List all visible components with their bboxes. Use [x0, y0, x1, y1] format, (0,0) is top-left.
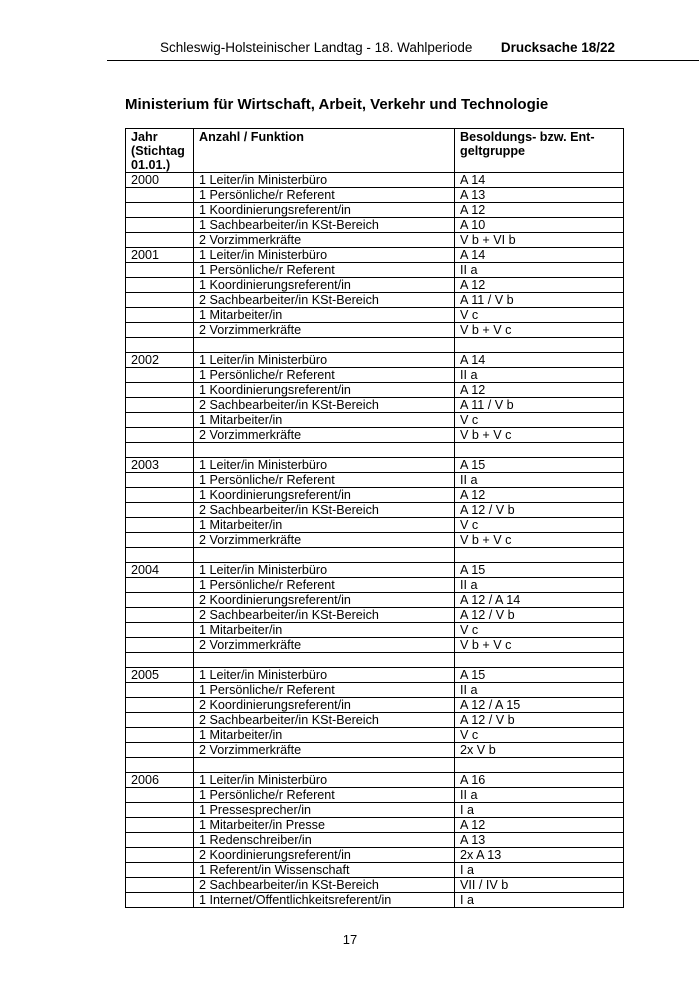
cell-function: 1 Sachbearbeiter/in KSt-Bereich [194, 218, 455, 233]
table-row [126, 308, 624, 323]
cell-year [126, 848, 194, 863]
cell-function: 2 Vorzimmerkräfte [194, 233, 455, 248]
table-row [126, 848, 624, 863]
table-row [126, 743, 624, 758]
cell-function: 2 Koordinierungsreferent/in [194, 848, 455, 863]
table-row [126, 398, 624, 413]
cell-pay-grade: A 12 [455, 203, 624, 218]
cell-function: 2 Sachbearbeiter/in KSt-Bereich [194, 293, 455, 308]
column-header-pay-grade: Besoldungs- bzw. Ent-geltgruppe [455, 129, 624, 173]
cell-year [126, 473, 194, 488]
table-row [126, 503, 624, 518]
cell-year [126, 368, 194, 383]
table-row [126, 368, 624, 383]
table-row [126, 518, 624, 533]
cell-function: 1 Mitarbeiter/in [194, 728, 455, 743]
cell-pay-grade: A 14 [455, 173, 624, 188]
cell-year: 2002 [126, 353, 194, 368]
cell-function: 1 Koordinierungsreferent/in [194, 203, 455, 218]
cell-year [126, 518, 194, 533]
table-row [126, 488, 624, 503]
cell-function: 2 Vorzimmerkräfte [194, 533, 455, 548]
cell-function: 1 Persönliche/r Referent [194, 263, 455, 278]
cell-pay-grade: V c [455, 308, 624, 323]
cell-function: 1 Mitarbeiter/in [194, 308, 455, 323]
cell-function: 2 Vorzimmerkräfte [194, 428, 455, 443]
cell-pay-grade: II a [455, 473, 624, 488]
cell-function: 1 Leiter/in Ministerbüro [194, 248, 455, 263]
cell-year [126, 683, 194, 698]
cell-year [126, 623, 194, 638]
cell-function: 1 Leiter/in Ministerbüro [194, 353, 455, 368]
cell-pay-grade [455, 653, 624, 668]
table-row [126, 803, 624, 818]
table-row [126, 698, 624, 713]
table-row [126, 863, 624, 878]
table-row [126, 728, 624, 743]
cell-year [126, 863, 194, 878]
cell-function: 1 Persönliche/r Referent [194, 473, 455, 488]
cell-function: 1 Leiter/in Ministerbüro [194, 563, 455, 578]
cell-function: 1 Pressesprecher/in [194, 803, 455, 818]
cell-year [126, 788, 194, 803]
cell-year [126, 878, 194, 893]
cell-pay-grade: A 12 / V b [455, 608, 624, 623]
cell-function: 1 Mitarbeiter/in Presse [194, 818, 455, 833]
staffing-table [125, 128, 624, 908]
table-row [126, 173, 624, 188]
cell-function: 1 Leiter/in Ministerbüro [194, 668, 455, 683]
cell-pay-grade: A 13 [455, 188, 624, 203]
table-body [126, 173, 624, 908]
cell-pay-grade: I a [455, 803, 624, 818]
table-row [126, 353, 624, 368]
cell-year [126, 293, 194, 308]
cell-year [126, 308, 194, 323]
cell-year [126, 608, 194, 623]
table-row [126, 233, 624, 248]
cell-year [126, 233, 194, 248]
cell-function: 1 Mitarbeiter/in [194, 518, 455, 533]
cell-year [126, 218, 194, 233]
cell-function: 2 Sachbearbeiter/in KSt-Bereich [194, 398, 455, 413]
cell-function: 1 Persönliche/r Referent [194, 578, 455, 593]
cell-function: 1 Persönliche/r Referent [194, 188, 455, 203]
table-row [126, 653, 624, 668]
table-row [126, 893, 624, 908]
cell-year [126, 203, 194, 218]
cell-year [126, 578, 194, 593]
cell-function: 1 Koordinierungsreferent/in [194, 278, 455, 293]
cell-function: 2 Sachbearbeiter/in KSt-Bereich [194, 713, 455, 728]
cell-pay-grade: A 12 / A 14 [455, 593, 624, 608]
cell-function [194, 443, 455, 458]
cell-function: 1 Redenschreiber/in [194, 833, 455, 848]
table-row [126, 383, 624, 398]
cell-year [126, 593, 194, 608]
table-row [126, 773, 624, 788]
cell-function: 2 Sachbearbeiter/in KSt-Bereich [194, 503, 455, 518]
table-row [126, 758, 624, 773]
cell-year [126, 413, 194, 428]
table-row [126, 458, 624, 473]
table-row [126, 203, 624, 218]
cell-pay-grade: A 11 / V b [455, 293, 624, 308]
cell-pay-grade [455, 443, 624, 458]
cell-year [126, 188, 194, 203]
cell-pay-grade: V b + V c [455, 428, 624, 443]
cell-pay-grade: V b + V c [455, 638, 624, 653]
cell-pay-grade: A 12 [455, 383, 624, 398]
cell-pay-grade: II a [455, 788, 624, 803]
cell-pay-grade: A 10 [455, 218, 624, 233]
cell-function [194, 758, 455, 773]
cell-year [126, 698, 194, 713]
section-title: Ministerium für Wirtschaft, Arbeit, Verkehr und Technologie [125, 96, 549, 113]
table-header-row [126, 129, 624, 173]
cell-function: 1 Leiter/in Ministerbüro [194, 173, 455, 188]
cell-pay-grade [455, 758, 624, 773]
table-row [126, 623, 624, 638]
table-row [126, 443, 624, 458]
cell-year [126, 428, 194, 443]
table-row [126, 248, 624, 263]
cell-pay-grade: A 12 [455, 488, 624, 503]
cell-year: 2004 [126, 563, 194, 578]
table-row [126, 788, 624, 803]
cell-pay-grade: I a [455, 863, 624, 878]
cell-function: 2 Sachbearbeiter/in KSt-Bereich [194, 878, 455, 893]
cell-pay-grade: A 15 [455, 458, 624, 473]
cell-year [126, 443, 194, 458]
cell-function: 1 Mitarbeiter/in [194, 413, 455, 428]
column-header-year: Jahr (Stichtag 01.01.) [126, 129, 194, 173]
cell-year [126, 278, 194, 293]
cell-pay-grade: A 16 [455, 773, 624, 788]
cell-year: 2001 [126, 248, 194, 263]
cell-function: 2 Vorzimmerkräfte [194, 323, 455, 338]
cell-function: 1 Persönliche/r Referent [194, 683, 455, 698]
page-number: 17 [342, 932, 358, 947]
table-row [126, 338, 624, 353]
cell-function: 1 Koordinierungsreferent/in [194, 383, 455, 398]
cell-year [126, 638, 194, 653]
cell-year [126, 653, 194, 668]
cell-pay-grade: A 15 [455, 668, 624, 683]
table-row [126, 473, 624, 488]
cell-year [126, 803, 194, 818]
table-row [126, 218, 624, 233]
cell-function: 1 Referent/in Wissenschaft [194, 863, 455, 878]
cell-pay-grade: V b + VI b [455, 233, 624, 248]
cell-year [126, 263, 194, 278]
table-row [126, 683, 624, 698]
cell-pay-grade: II a [455, 368, 624, 383]
table-row [126, 638, 624, 653]
table-row [126, 428, 624, 443]
cell-function: 2 Koordinierungsreferent/in [194, 593, 455, 608]
cell-pay-grade: V b + V c [455, 533, 624, 548]
table-row [126, 608, 624, 623]
cell-pay-grade: V c [455, 728, 624, 743]
cell-year [126, 488, 194, 503]
cell-pay-grade: A 12 / A 15 [455, 698, 624, 713]
cell-pay-grade: II a [455, 683, 624, 698]
cell-pay-grade: 2x V b [455, 743, 624, 758]
cell-pay-grade: II a [455, 578, 624, 593]
cell-pay-grade: A 13 [455, 833, 624, 848]
cell-pay-grade: V b + V c [455, 323, 624, 338]
cell-pay-grade: A 11 / V b [455, 398, 624, 413]
cell-year [126, 833, 194, 848]
cell-year [126, 548, 194, 563]
cell-pay-grade: A 12 [455, 278, 624, 293]
cell-pay-grade: A 15 [455, 563, 624, 578]
cell-year [126, 383, 194, 398]
cell-year [126, 338, 194, 353]
table-row [126, 878, 624, 893]
table-row [126, 263, 624, 278]
cell-function: 1 Leiter/in Ministerbüro [194, 773, 455, 788]
table-row [126, 713, 624, 728]
cell-function: 2 Sachbearbeiter/in KSt-Bereich [194, 608, 455, 623]
cell-year: 2006 [126, 773, 194, 788]
cell-pay-grade: A 14 [455, 248, 624, 263]
table-row [126, 578, 624, 593]
cell-pay-grade: V c [455, 413, 624, 428]
table-row [126, 533, 624, 548]
cell-function [194, 653, 455, 668]
table-row [126, 818, 624, 833]
cell-pay-grade: V c [455, 518, 624, 533]
cell-year [126, 818, 194, 833]
table-row [126, 188, 624, 203]
page-header [107, 38, 699, 61]
cell-function [194, 338, 455, 353]
cell-function: 2 Vorzimmerkräfte [194, 743, 455, 758]
cell-pay-grade: V c [455, 623, 624, 638]
table-row [126, 413, 624, 428]
cell-function: 2 Koordinierungsreferent/in [194, 698, 455, 713]
cell-pay-grade: A 12 [455, 818, 624, 833]
cell-year [126, 758, 194, 773]
cell-pay-grade: A 12 / V b [455, 713, 624, 728]
table-row [126, 548, 624, 563]
cell-function: 2 Vorzimmerkräfte [194, 638, 455, 653]
cell-function [194, 548, 455, 563]
cell-year [126, 893, 194, 908]
cell-function: 1 Persönliche/r Referent [194, 788, 455, 803]
cell-year [126, 398, 194, 413]
table-row [126, 833, 624, 848]
cell-pay-grade [455, 548, 624, 563]
cell-year [126, 503, 194, 518]
cell-year [126, 728, 194, 743]
cell-pay-grade: 2x A 13 [455, 848, 624, 863]
table-row [126, 593, 624, 608]
cell-pay-grade: A 12 / V b [455, 503, 624, 518]
cell-pay-grade [455, 338, 624, 353]
column-header-function: Anzahl / Funktion [194, 129, 455, 173]
table-row [126, 668, 624, 683]
cell-year: 2003 [126, 458, 194, 473]
table-row [126, 323, 624, 338]
cell-year [126, 323, 194, 338]
cell-pay-grade: II a [455, 263, 624, 278]
cell-year [126, 743, 194, 758]
cell-year [126, 713, 194, 728]
cell-function: 1 Leiter/in Ministerbüro [194, 458, 455, 473]
header-title: Schleswig-Holsteinischer Landtag - 18. Wahlperiode [160, 40, 473, 55]
cell-pay-grade: A 14 [455, 353, 624, 368]
cell-function: 1 Internet/Offentlichkeitsreferent/in [194, 893, 455, 908]
cell-year: 2000 [126, 173, 194, 188]
table-row [126, 563, 624, 578]
cell-pay-grade: VII / IV b [455, 878, 624, 893]
table-row [126, 293, 624, 308]
cell-year [126, 533, 194, 548]
cell-function: 1 Persönliche/r Referent [194, 368, 455, 383]
cell-pay-grade: I a [455, 893, 624, 908]
cell-function: 1 Mitarbeiter/in [194, 623, 455, 638]
table-row [126, 278, 624, 293]
cell-function: 1 Koordinierungsreferent/in [194, 488, 455, 503]
cell-year: 2005 [126, 668, 194, 683]
drucksache-number: Drucksache 18/22 [500, 40, 615, 55]
